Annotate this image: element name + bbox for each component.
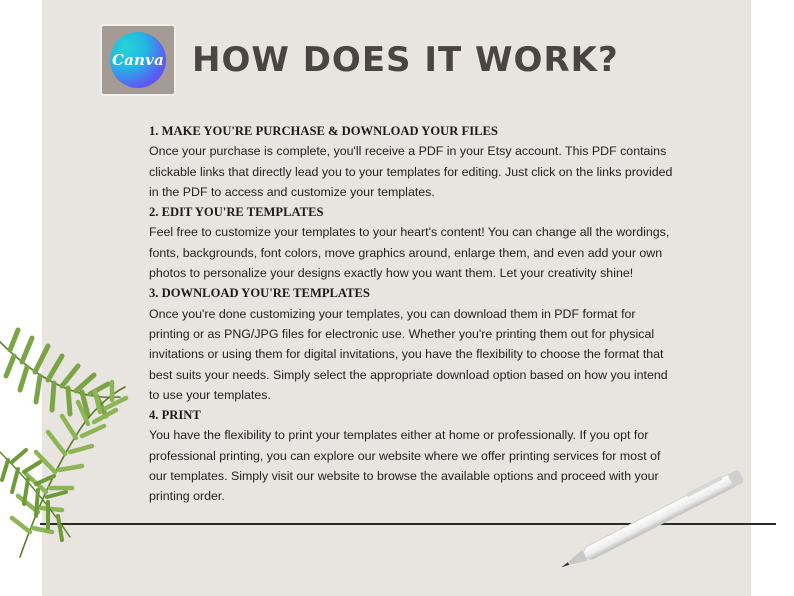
instructions-content (149, 121, 679, 507)
section-2-body: Feel free to customize your templates to your heart's content! You can change all the wordings, fonts, backgrounds, font colors, move graphics around, enlarge them, and even add your own photos to personalize your designs exactly how you want them. Let your creativity shine! (149, 225, 670, 281)
pen-icon (548, 470, 760, 570)
section-1-body: Once your purchase is complete, you'll receive a PDF in your Etsy account. This PDF contains clickable links that directly lead you to your templates for editing. Just click on the links provided in the PDF to access and customize your templates. (149, 144, 673, 199)
page-title: HOW DOES IT WORK? (192, 40, 619, 80)
section-1-heading: 1. MAKE YOU'RE PURCHASE & DOWNLOAD YOUR FILES (149, 124, 498, 138)
section-4-heading: 4. PRINT (149, 408, 201, 423)
section-2-heading: 2. EDIT YOU'RE TEMPLATES (149, 205, 324, 220)
canva-logo-text: Canva (112, 51, 164, 69)
palm-leaf-decoration-icon (0, 322, 135, 562)
section-3-heading: 3. DOWNLOAD YOU'RE TEMPLATES (149, 286, 370, 301)
canva-logo-tile (100, 24, 176, 96)
canva-logo-icon (110, 32, 166, 88)
section-3-body: Once you're done customizing your templates, you can download them in PDF format for printing or as PNG/JPG files for electronic use. Whether you're printing them out for physical invitations or using them for digital invitations, you have the flexibility to choose the format that best suits your needs. Simply select the appropriate download option based on how you intend to use your templates. (149, 306, 668, 402)
section-4-body: You have the flexibility to print your templates either at home or professionally. If you opt for professional printing, you can explore our website where we offer printing services for most of our templates. Simply visit our website to browse the available options and proceed with your printing order. (149, 428, 661, 504)
